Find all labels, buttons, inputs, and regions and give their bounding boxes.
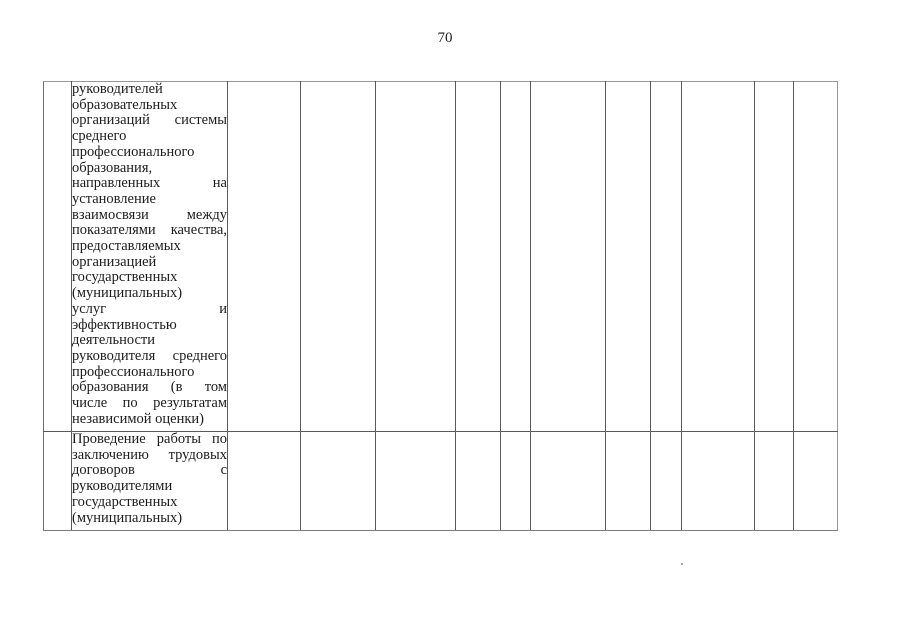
text-line: (муниципальных) <box>72 285 183 302</box>
empty-data-cell <box>682 82 755 432</box>
text-line: взаимосвязи между <box>72 206 227 223</box>
activity-text-cell <box>72 432 228 531</box>
empty-data-cell <box>501 82 531 432</box>
empty-data-cell <box>794 432 838 531</box>
text-line: Проведение работы по <box>72 431 227 447</box>
table-row <box>44 82 838 432</box>
empty-data-cell <box>456 432 501 531</box>
page-number: 70 <box>437 30 453 46</box>
text-line: предоставляемых <box>72 238 181 255</box>
empty-data-cell <box>376 82 456 432</box>
empty-data-cell <box>651 82 682 432</box>
text-line: государственных <box>72 269 178 286</box>
text-line: организаций системы <box>72 112 227 129</box>
text-line: образовательных <box>72 96 178 113</box>
empty-data-cell <box>301 82 376 432</box>
text-line: организацией <box>72 253 157 270</box>
text-line: показателями качества, <box>72 222 227 239</box>
text-line: профессионального <box>72 143 195 160</box>
text-line: среднего <box>72 128 127 145</box>
empty-data-cell <box>456 82 501 432</box>
text-line: заключению трудовых <box>72 446 227 463</box>
text-line: образования (в том <box>72 379 227 396</box>
text-line: руководителями <box>72 478 173 495</box>
empty-data-cell <box>301 432 376 531</box>
text-line: числе по результатам <box>72 395 227 412</box>
text-line: деятельности <box>72 332 156 349</box>
text-line: профессионального <box>72 363 195 380</box>
table-row <box>44 432 838 531</box>
empty-data-cell <box>651 432 682 531</box>
text-line: услуг и <box>72 300 227 317</box>
empty-data-cell <box>228 432 301 531</box>
empty-data-cell <box>531 82 606 432</box>
row-number-cell <box>44 82 72 432</box>
row-number-cell <box>44 432 72 531</box>
text-line: (муниципальных) <box>72 509 183 526</box>
empty-data-cell <box>531 432 606 531</box>
empty-data-cell <box>501 432 531 531</box>
schedule-table <box>43 81 838 531</box>
text-line: руководителей <box>72 81 163 97</box>
text-line: эффективностью <box>72 316 177 333</box>
empty-data-cell <box>606 82 651 432</box>
empty-data-cell <box>794 82 838 432</box>
empty-data-cell <box>755 82 794 432</box>
text-line: установление <box>72 190 156 207</box>
text-line: независимой оценки) <box>72 410 204 427</box>
text-line: образования, <box>72 159 153 176</box>
ink-speck <box>681 563 683 565</box>
empty-data-cell <box>376 432 456 531</box>
text-line: государственных <box>72 493 178 510</box>
empty-data-cell <box>682 432 755 531</box>
empty-data-cell <box>606 432 651 531</box>
text-line: руководителя среднего <box>72 347 227 364</box>
empty-data-cell <box>228 82 301 432</box>
text-line: направленных на <box>72 175 227 192</box>
empty-data-cell <box>755 432 794 531</box>
activity-text-cell <box>72 82 228 432</box>
text-line: договоров с <box>72 462 227 479</box>
